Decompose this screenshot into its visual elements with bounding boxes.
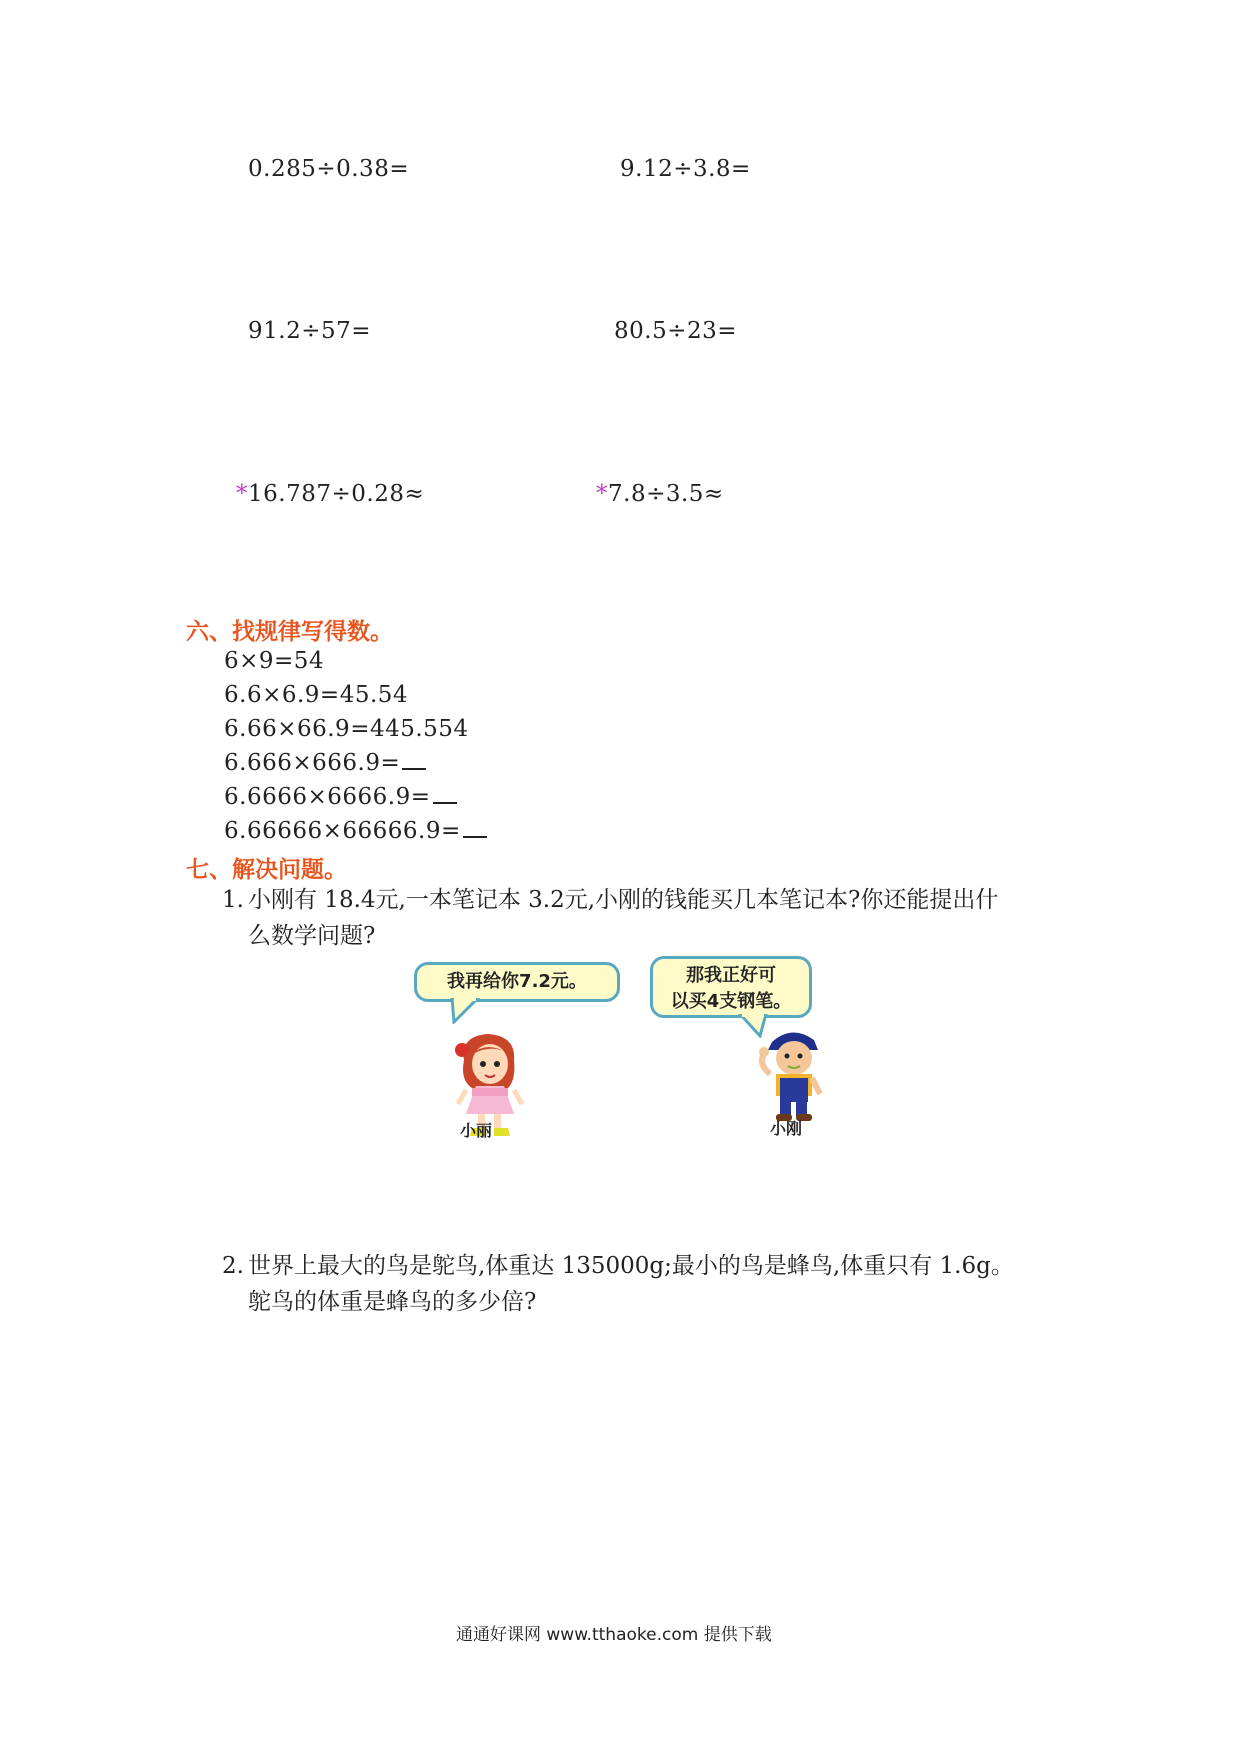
problem-2-line-2: 鸵鸟的体重是蜂鸟的多少倍? — [248, 1289, 537, 1315]
calc-6-text: 7.8÷3.5≈ — [608, 481, 724, 507]
section-7-title: 七、解决问题。 — [186, 857, 347, 883]
girl-speech-bubble: 我再给你7.2元。 — [414, 962, 620, 1002]
pattern-line-6-text: 6.66666×66666.9= — [224, 818, 461, 844]
calc-5 — [236, 481, 424, 507]
problem-2-number: 2. — [222, 1253, 244, 1279]
star-icon: * — [236, 481, 248, 507]
girl-name-label: 小丽 — [460, 1121, 493, 1140]
calc-3: 91.2÷57= — [248, 318, 372, 344]
pattern-line-1: 6×9=54 — [224, 648, 325, 674]
pattern-line-2: 6.6×6.9=45.54 — [224, 682, 409, 708]
boy-bubble-line-2: 以买4支钢笔。 — [670, 991, 792, 1012]
bubble-tail-girl — [448, 998, 488, 1024]
problem-1-text: 小刚有 18.4元,一本笔记本 3.2元,小刚的钱能买几本笔记本?你还能提出什 — [248, 887, 999, 913]
footer-text: 通通好课网 www.tthaoke.com 提供下载 — [456, 1625, 772, 1645]
section-6-title: 六、找规律写得数。 — [186, 619, 393, 645]
problem-1-line-2: 么数学问题? — [248, 923, 376, 949]
boy-bubble-line-1: 那我正好可 — [686, 965, 776, 986]
calc-5-text: 16.787÷0.28≈ — [248, 481, 425, 507]
calc-1: 0.285÷0.38= — [248, 156, 410, 182]
boy-speech-bubble — [650, 956, 812, 1018]
problem-2-text: 世界上最大的鸟是鸵鸟,体重达 135000g;最小的鸟是蜂鸟,体重只有 1.6g。 — [248, 1253, 1014, 1279]
pattern-line-3: 6.66×66.9=445.554 — [224, 716, 469, 742]
boy-name-label: 小刚 — [770, 1119, 803, 1138]
problem-1 — [222, 882, 998, 954]
pattern-line-4 — [224, 750, 426, 776]
boy-character-image — [752, 1024, 832, 1124]
problem-1-line-1 — [222, 882, 998, 918]
calc-6 — [596, 481, 724, 507]
answer-blank[interactable] — [463, 818, 487, 838]
answer-blank[interactable] — [402, 750, 426, 770]
problem-2-line-1 — [222, 1248, 1014, 1284]
pattern-line-5 — [224, 784, 457, 810]
problem-2 — [222, 1248, 1014, 1320]
pattern-line-6 — [224, 818, 487, 844]
star-icon: * — [596, 481, 608, 507]
problem-1-number: 1. — [222, 887, 244, 913]
calc-4: 80.5÷23= — [614, 318, 738, 344]
pattern-line-4-text: 6.666×666.9= — [224, 750, 401, 776]
calc-2: 9.12÷3.8= — [620, 156, 751, 182]
pattern-line-5-text: 6.6666×6666.9= — [224, 784, 431, 810]
answer-blank[interactable] — [433, 784, 457, 804]
